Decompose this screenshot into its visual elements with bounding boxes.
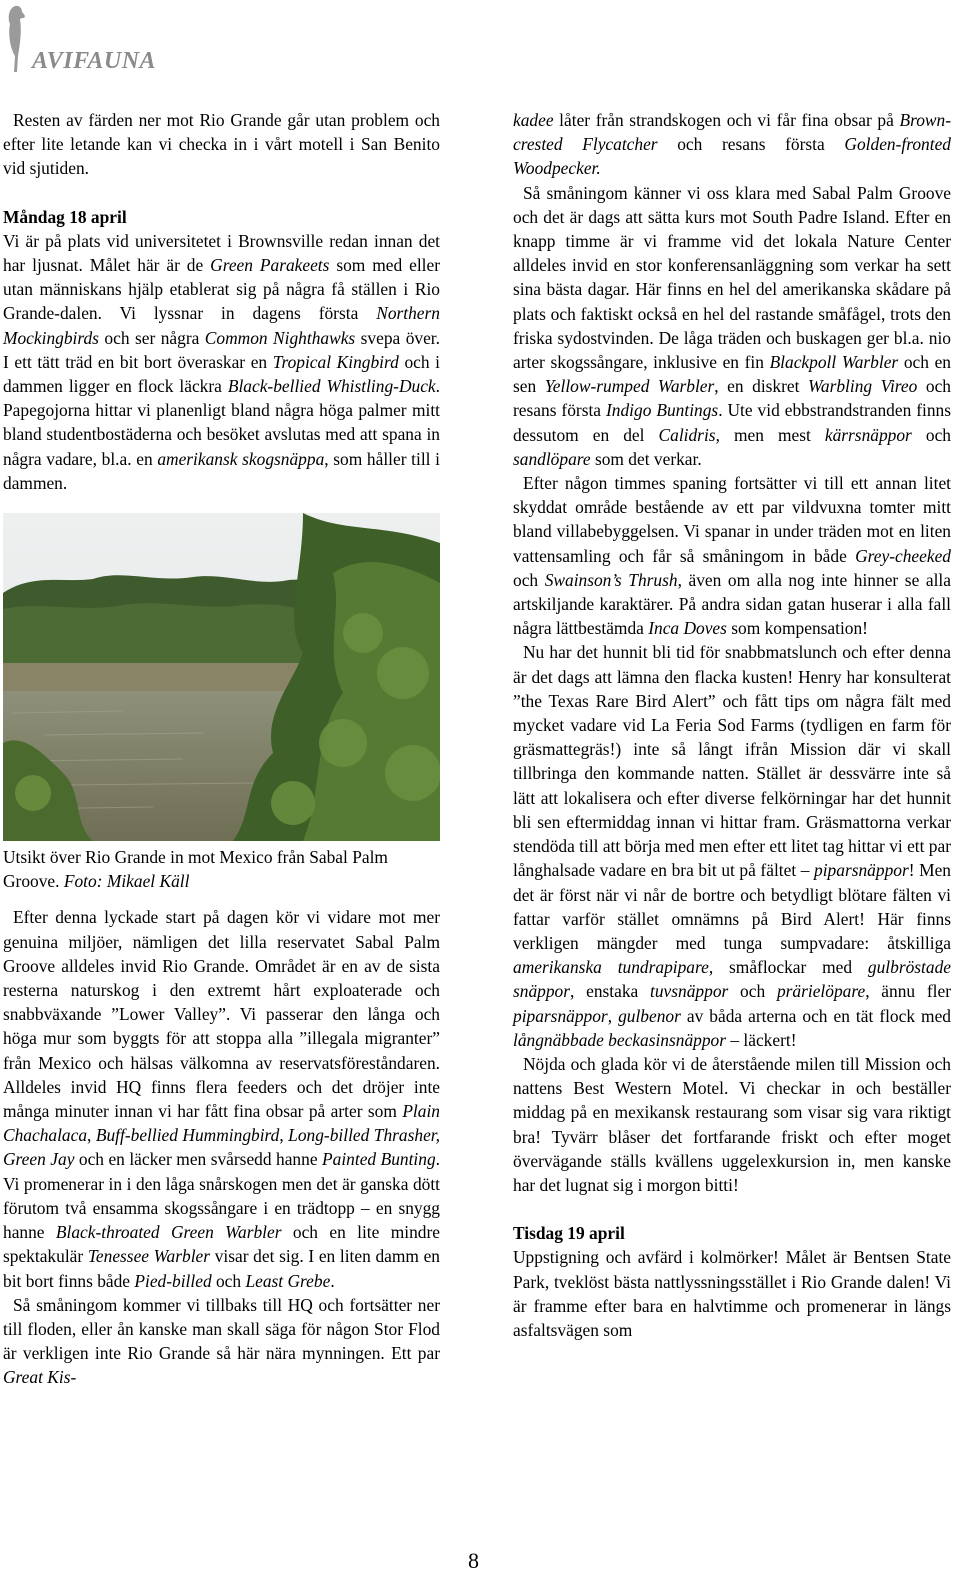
river-landscape-image — [3, 513, 440, 841]
paragraph: Nöjda och glada kör vi de återstående milen till Mission och nattens Best Western Motel. Vi checkar in och beställer middag på en mexikansk restaurang som visar sig vara riktigt bra! Tyvärr blåser det fortfarande friskt och efter moget övervägande ställs kvällens uggelexkursion in, men kanske har det lugnat sig i morgon bitti! — [513, 1053, 951, 1195]
photo-caption: Utsikt över Rio Grande in mot Mexico från Sabal Palm Groove. Foto: Mikael Käll — [3, 847, 388, 892]
paragraph: Efter någon timmes spaning fortsätter vi till ett annan litet skyddat område bestående av ett par vildvuxna tomter mitt bland villabebyggelsen. Vi spanar in under träden mot en liten vattensamling och får så småningom in både Grey-cheeked och Swainson’s Thrush, även om alla nog inte hinner se alla artskiljande karaktärer. På andra sidan gatan huserar i alla fall några lättbestämda Inca Doves som kompensation! — [513, 473, 951, 639]
right-column — [513, 108, 951, 1342]
paragraph: Resten av färden ner mot Rio Grande går utan problem och efter lite letande kan vi checka in i vårt motell i San Benito vid sjutiden. — [3, 110, 440, 179]
paragraph: kadee låter från strandskogen och vi får fina obsar på Brown-crested Flycatcher och resans första Golden-fronted Woodpecker. — [513, 110, 951, 179]
page-number: 8 — [468, 1548, 479, 1573]
avifauna-logo — [2, 4, 202, 76]
section-heading: Måndag 18 april — [3, 206, 127, 227]
paragraph: Efter denna lyckade start på dagen kör vi vidare mot mer genuina miljöer, nämligen det lilla reservatet Sabal Palm Groove alldeles invid Rio Grande. Området är en av de sista resterna naturskog i den extremt hårt exploaterade och snabbväxande ”Lower Valley”. Vi passerar den långa och höga mur som byggts för att stoppa alla ”illegala migranter” från Mexico och hälsas välkomna av reservatsföreståndaren. Alldeles invid HQ finns flera feeders och det dröjer inte många minuter innan vi har fått fina obsar på arter som Plain Chachalaca, Buff-bellied Hummingbird, Long-billed Thrasher, Green Jay och en läcker men svårsedd hanne Painted Bunting. Vi promenerar in i den låga snårskogen men det är ganska dött förutom två ensamma skogssångare i en trädtopp – en snygg hanne Black-throated Green Warbler och en lite mindre spektakulär Tenessee Warbler visar det sig. I en liten damm en bit bort finns både Pied-billed och Least Grebe. — [3, 907, 441, 1291]
section-heading: Tisdag 19 april — [513, 1223, 625, 1244]
logo-text: AVIFAUNA — [32, 48, 157, 74]
paragraph: Vi är på plats vid universitetet i Brownsville redan innan det har ljusnat. Målet här är de Green Parakeets som med eller utan människans hjälp etablerat sig på några få ställen i Rio Grande-dalen. Vi lyssnar in dagens första Northern Mockingbirds och ser några Common Nighthawks svepa över. I ett tätt träd en bit bort överaskar en Tropical Kingbird och i dammen ligger en flock läckra Black-bellied Whistling-Duck. Papegojorna hittar vi planenligt bland några höga palmer mitt bland studentbostäderna och besöket avslutas med att spana in några vadare, bl.a. en amerikansk skogsnäppa, som håller till i dammen. — [3, 230, 440, 493]
paragraph: Så småningom känner vi oss klara med Sabal Palm Groove och det är dags att sätta kurs mot South Padre Island. Efter en knapp timme är vi framme vid det lokala Nature Center alldeles invid en stor konferensanläggning som verkar ha sett sina bästa dagar. Här finns en hel del amerikanska skådare på plats och faktiskt också en hel del rastande småfågel, trots den friska sydostvinden. De låga träden och buskagen ger bl.a. nio arter skogssångare, inklusive en fin Blackpoll Warbler och en sen Yellow-rumped Warbler, en diskret Warbling Vireo och resans första Indigo Buntings. Ute vid ebbstrandstranden finns dessutom en del Calidris, men mest kärrsnäppor och sandlöpare som det verkar. — [513, 182, 951, 469]
rio-grande-photo — [3, 513, 440, 841]
paragraph: Nu har det hunnit bli tid för snabbmatslunch och efter denna är det dags att lämna den flacka kusten! Henry har konsulterat ”the Texas Rare Bird Alert” och fått tips om några fält med mycket vadare vid La Feria Sod Farms (tydligen en farm för gräsmattegräs!) inte så långt ifrån Mission där vi skall tillbringa den kommande natten. Stället är dessvärre inte så lätt att lokalisera och efter diverse felkörningar har det hunnit bli sen eftermiddag innan vi hittar fram. Gräsmattorna verkar stendöda till att börja med men efter ett litet tag hittar vi ett par långhalsade vadare en bra bit ut på fältet – piparsnäppor! Men det är först när vi når de bortre och betydligt blötare fälten vi fattar varför stället omnämns på Bird Alert! Här finns verkligen mängder med tunga sumpvadare: åtskilliga amerikanska tundrapipare, småflockar med gulbröstade snäppor, enstaka tuvsnäppor och prärielöpare, ännu fler piparsnäppor, gulbenor av båda arterna och en tät flock med långnäbbade beckasinsnäppor – läckert! — [513, 642, 952, 1050]
paragraph: Så småningom kommer vi tillbaks till HQ och fortsätter ner till floden, eller ån kanske man skall säga för någon Stor Flod är verkligen inte Rio Grande så här nära mynningen. Ett par Great Kis- — [3, 1294, 440, 1388]
bird-silhouette-icon — [2, 4, 28, 74]
left-column — [3, 108, 440, 1390]
paragraph: Uppstigning och avfärd i kolmörker! Målet är Bentsen State Park, tveklöst bästa nattlyssningsstället i Rio Grande dalen! Vi är framme efter bara en halvtimme och promenerar in längs asfaltsvägen som — [513, 1247, 951, 1340]
